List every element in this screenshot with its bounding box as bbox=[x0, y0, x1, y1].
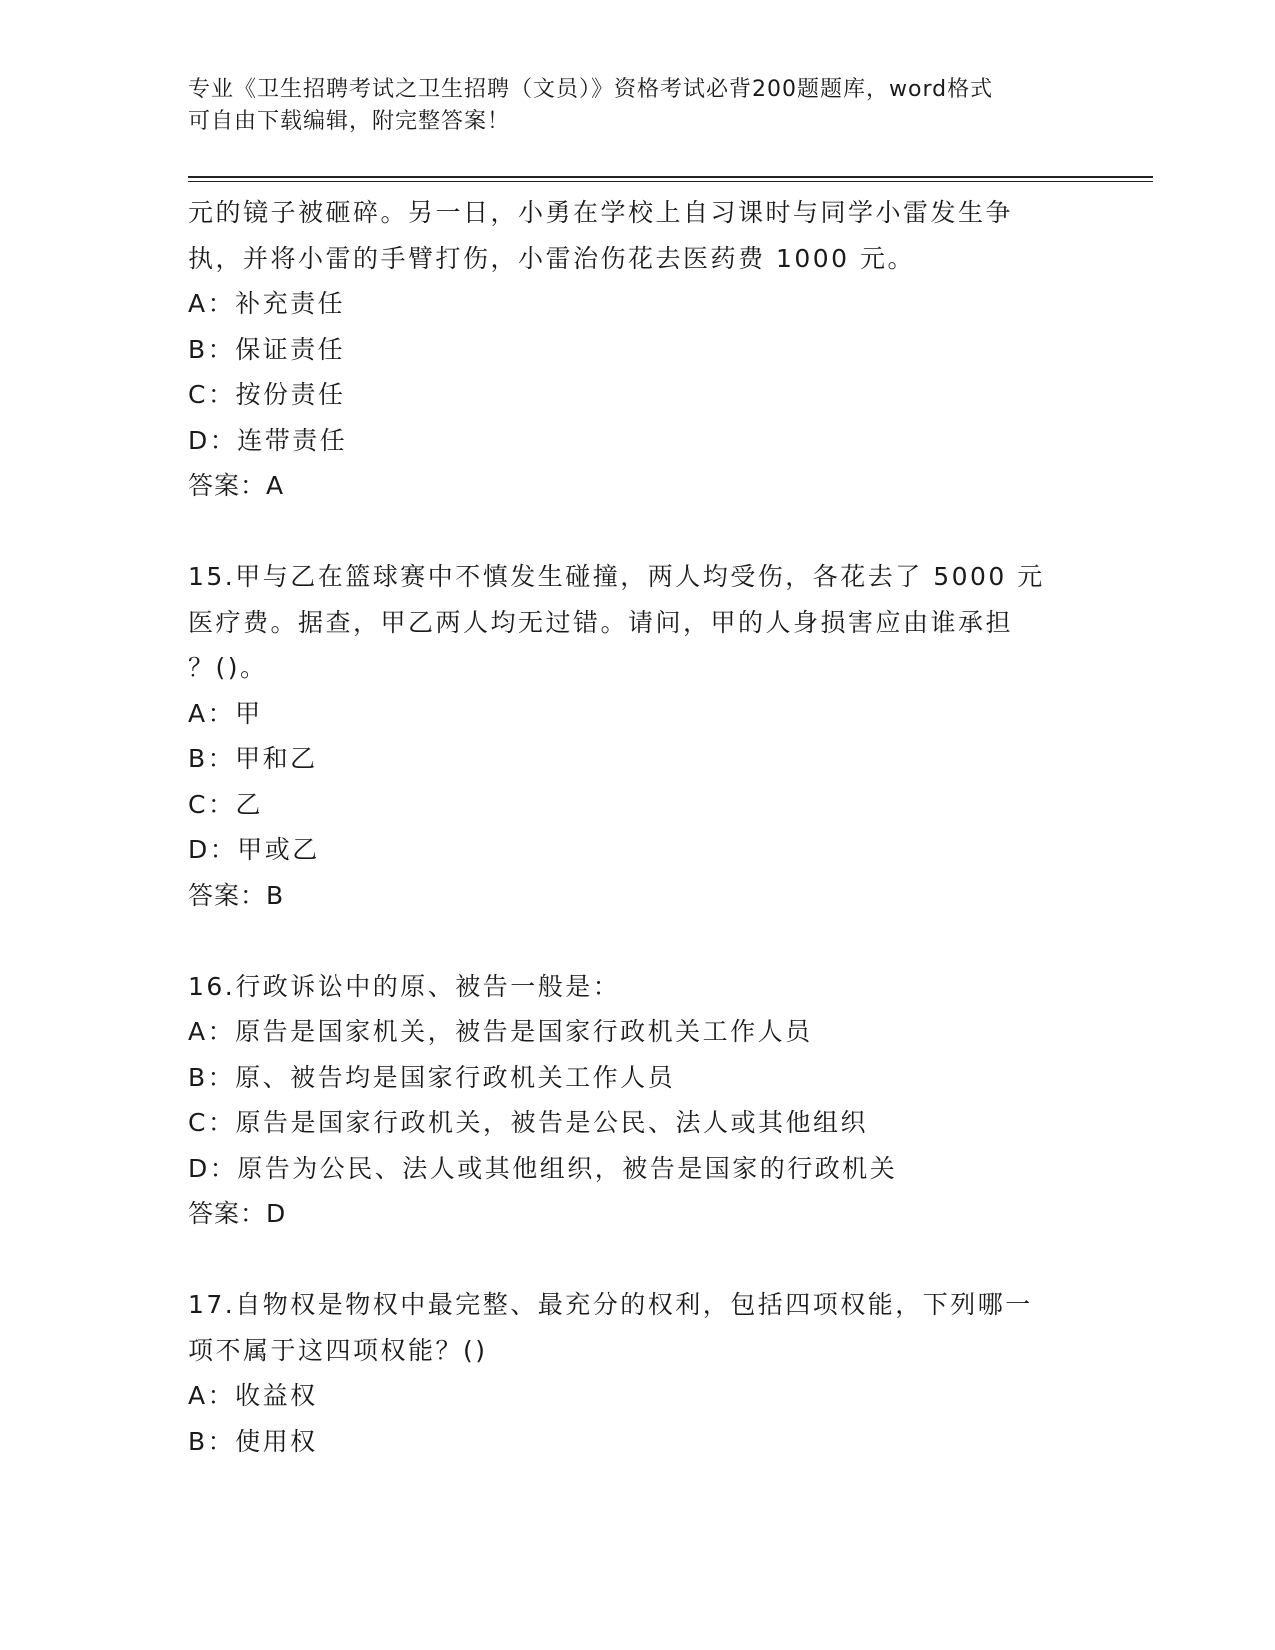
question-14 bbox=[188, 190, 1088, 509]
answer-line: 答案：D bbox=[188, 1199, 287, 1228]
question-stem-line: 15.甲与乙在篮球赛中不慎发生碰撞，两人均受伤，各花去了 5000 元 bbox=[188, 562, 1045, 591]
option-a: A：补充责任 bbox=[188, 289, 346, 318]
question-spacer bbox=[188, 1237, 1088, 1283]
question-16 bbox=[188, 964, 1088, 1237]
question-spacer bbox=[188, 918, 1088, 964]
option-b: B：甲和乙 bbox=[188, 744, 318, 773]
option-a: A：甲 bbox=[188, 698, 263, 728]
question-17 bbox=[188, 1282, 1088, 1464]
question-stem-line: 医疗费。据查，甲乙两人均无过错。请问，甲的人身损害应由谁承担 bbox=[188, 607, 1014, 637]
header-divider-thin bbox=[188, 181, 1153, 182]
option-c: C：按份责任 bbox=[188, 380, 346, 409]
header-divider-thick bbox=[188, 176, 1153, 178]
option-a: A：收益权 bbox=[188, 1381, 318, 1410]
question-stem-line: ？()。 bbox=[188, 653, 268, 682]
header-title-line-1: 专业《卫生招聘考试之卫生招聘（文员）》资格考试必背200题题库，word格式 bbox=[188, 77, 994, 102]
option-d: D：连带责任 bbox=[188, 425, 348, 455]
header-title-line-2: 可自由下载编辑，附完整答案！ bbox=[188, 109, 511, 134]
question-stem-line: 项不属于这四项权能？() bbox=[188, 1335, 488, 1365]
option-d: D：原告为公民、法人或其他组织，被告是国家的行政机关 bbox=[188, 1153, 898, 1183]
option-c: C：乙 bbox=[188, 789, 263, 819]
option-d: D：甲或乙 bbox=[188, 835, 320, 864]
question-spacer bbox=[188, 509, 1088, 555]
option-b: B：保证责任 bbox=[188, 334, 346, 364]
question-stem-line: 执，并将小雷的手臂打伤，小雷治伤花去医药费 1000 元。 bbox=[188, 243, 916, 273]
question-stem-line: 17.自物权是物权中最完整、最充分的权利，包括四项权能，下列哪一 bbox=[188, 1290, 1033, 1319]
question-15 bbox=[188, 554, 1088, 918]
answer-line: 答案：B bbox=[188, 880, 285, 910]
question-list bbox=[188, 190, 1088, 1464]
option-b: B：使用权 bbox=[188, 1426, 318, 1456]
question-stem-line: 元的镜子被砸碎。另一日，小勇在学校上自习课时与同学小雷发生争 bbox=[188, 198, 1014, 227]
question-stem-line: 16.行政诉讼中的原、被告一般是： bbox=[188, 971, 621, 1001]
option-a: A：原告是国家机关，被告是国家行政机关工作人员 bbox=[188, 1017, 813, 1046]
answer-line: 答案：A bbox=[188, 471, 285, 500]
document-header bbox=[188, 74, 1088, 138]
option-c: C：原告是国家行政机关，被告是公民、法人或其他组织 bbox=[188, 1108, 868, 1137]
option-b: B：原、被告均是国家行政机关工作人员 bbox=[188, 1062, 676, 1092]
